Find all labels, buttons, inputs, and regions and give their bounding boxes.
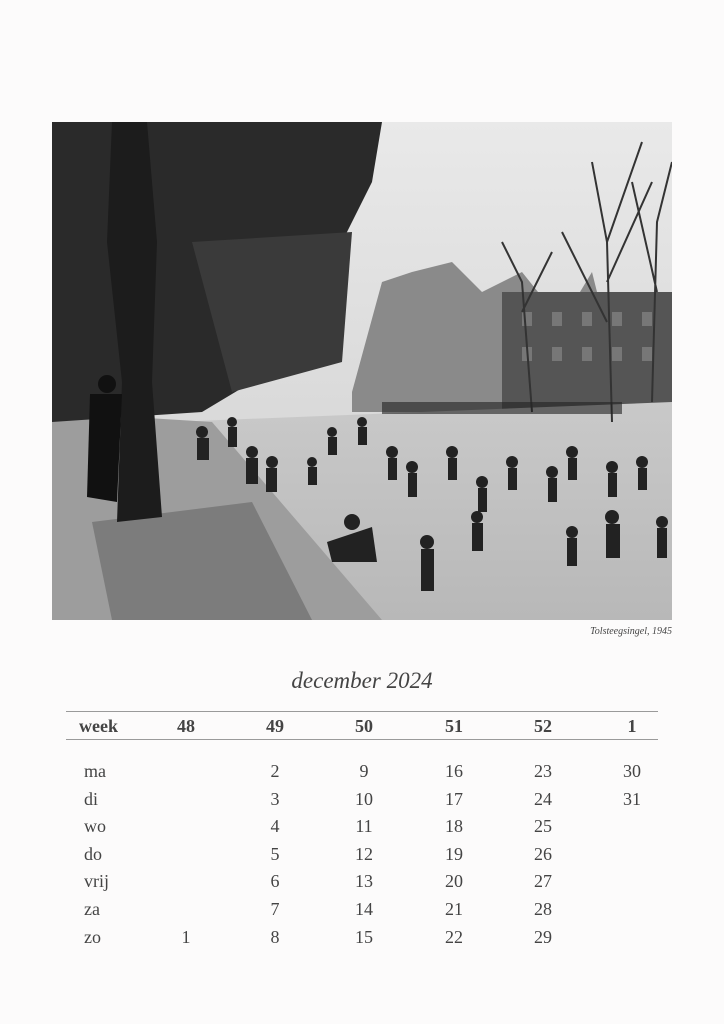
- date-cell: 8: [270, 926, 280, 947]
- date-cell: 17: [445, 788, 463, 809]
- date-cell: 18: [445, 816, 463, 837]
- date-cell: 29: [534, 926, 552, 947]
- date-cell: 21: [445, 898, 463, 919]
- date-cell: 27: [534, 871, 552, 892]
- date-cell: 6: [270, 871, 280, 892]
- date-cell: 1: [181, 926, 191, 947]
- calendar-row-wo: [0, 812, 724, 840]
- date-cell: 23: [534, 761, 552, 781]
- date-cell: 7: [270, 898, 280, 919]
- date-cell: 30: [623, 761, 641, 781]
- calendar-row-do: [0, 840, 724, 868]
- header-rule-bottom: [66, 739, 658, 740]
- date-cell: 19: [445, 843, 463, 864]
- date-cell: 25: [534, 816, 552, 837]
- date-cell: 22: [445, 926, 463, 947]
- day-label: wo: [84, 816, 106, 837]
- week-header-row: [0, 714, 724, 738]
- photo-illustration: [52, 122, 672, 620]
- date-cell: 5: [270, 843, 280, 864]
- date-cell: 10: [355, 788, 373, 809]
- date-cell: 15: [355, 926, 373, 947]
- calendar-row-za: [0, 895, 724, 923]
- day-label: vrij: [84, 871, 109, 892]
- date-cell: 16: [445, 761, 463, 781]
- week-number: 50: [355, 716, 373, 736]
- date-cell: 2: [270, 761, 280, 781]
- week-number: 49: [266, 716, 284, 736]
- month-title: december 2024: [291, 668, 433, 693]
- calendar-row-zo: [0, 923, 724, 951]
- date-cell: 13: [355, 871, 373, 892]
- header-rule-top: [66, 711, 658, 712]
- day-label: zo: [84, 926, 101, 947]
- week-number: 52: [534, 716, 552, 736]
- date-cell: 28: [534, 898, 552, 919]
- date-cell: 9: [359, 761, 369, 781]
- week-number: 51: [445, 716, 463, 736]
- calendar-row-vrij: [0, 867, 724, 895]
- week-label: week: [79, 716, 118, 736]
- date-cell: 20: [445, 871, 463, 892]
- date-cell: 4: [270, 816, 280, 837]
- calendar-grid: [0, 757, 724, 950]
- day-label: di: [84, 788, 99, 809]
- week-number: 1: [627, 716, 637, 736]
- historic-photo: [52, 122, 672, 620]
- calendar-row-ma: [0, 757, 724, 785]
- calendar-row-di: [0, 785, 724, 813]
- date-cell: 31: [623, 788, 641, 809]
- date-cell: 14: [355, 898, 373, 919]
- date-cell: 12: [355, 843, 373, 864]
- day-label: ma: [84, 761, 106, 781]
- day-label: za: [84, 898, 100, 919]
- date-cell: 26: [534, 843, 552, 864]
- week-number: 48: [177, 716, 195, 736]
- day-label: do: [84, 843, 102, 864]
- photo-caption: Tolsteegsingel, 1945: [590, 626, 672, 637]
- date-cell: 3: [270, 788, 280, 809]
- date-cell: 11: [355, 816, 373, 837]
- date-cell: 24: [534, 788, 552, 809]
